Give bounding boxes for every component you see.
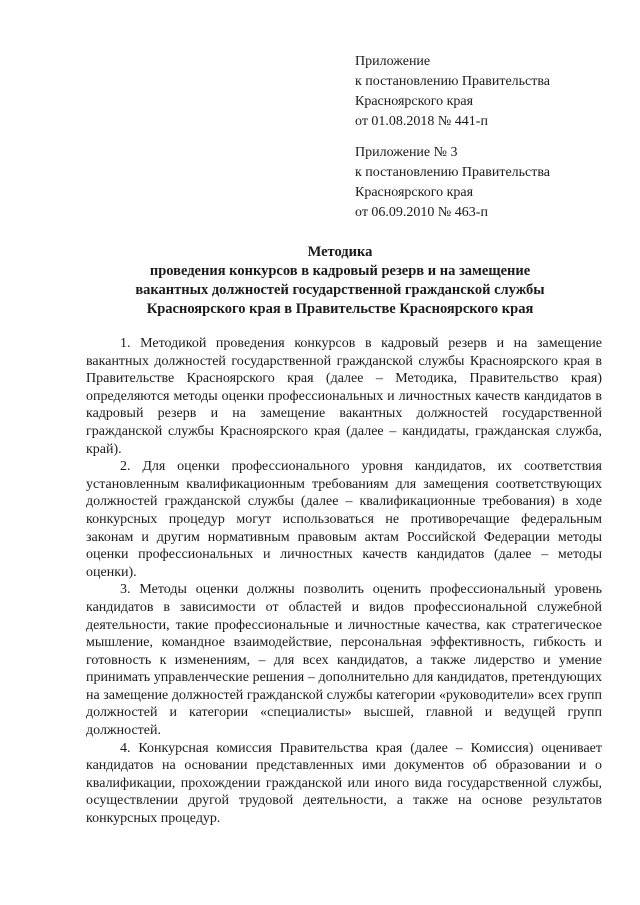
paragraph-3: 3. Методы оценки должны позволить оценить профессиональный уровень кандидатов в зависимости от областей и видов профессиональной служебной деятельности, такие профессиональные и личностные качества, как стратегическое мышление, командное взаимодействие, персональная эффективность, гибкость и готовность к изменениям, – для всех кандидатов, а также лидерство и умение принимать управленческие решения – дополнительно для кандидатов, претендующих на замещение должностей гражданской службы категории «руководители» всех групп должностей и категории «специалисты» высшей, главной и ведущей групп должностей.	[86, 582, 602, 739]
annex-line: Приложение	[355, 54, 431, 69]
title-line: вакантных должностей государственной гражданской службы	[135, 282, 545, 298]
paragraph-4: 4. Конкурсная комиссия Правительства края (далее – Комиссия) оценивает кандидатов на основании представленных ими документов об образовании и о квалификации, прохождении гражданской или иного вида государственной службы, осуществлении другой трудовой деятельности, а также на основе результатов конкурсных процедур.	[86, 740, 602, 827]
annex-line: к постановлению Правительства	[355, 74, 551, 89]
title-line: Методика	[307, 244, 373, 260]
paragraph-1: 1. Методикой проведения конкурсов в кадровый резерв и на замещение вакантных должностей государственной гражданской службы Красноярского края в Правительстве Красноярского края (далее – Методика, Правительство края) определяются методы оценки профессиональных и личностных качеств кандидатов в кадровый резерв и на замещение вакантных должностей государственной гражданской службы Красноярского края (далее – кандидаты, гражданская служба, край).	[86, 336, 602, 457]
annex-line: Приложение № 3	[355, 145, 458, 160]
annex-line: Красноярского края	[355, 185, 474, 200]
document-title	[0, 243, 640, 319]
title-line: Красноярского края в Правительстве Красноярского края	[146, 301, 534, 317]
title-line: проведения конкурсов в кадровый резерв и на замещение	[149, 263, 531, 279]
paragraph-2: 2. Для оценки профессионального уровня кандидатов, их соответствия установленным квалификационным требованиям для замещения соответствующих должностей гражданской службы (далее – квалификационные требования) в ходе конкурсных процедур могут использоваться не противоречащие федеральным законам и другим нормативным правовым актам Российской Федерации методы оценки профессиональных и личностных качеств кандидатов (далее – методы оценки).	[86, 459, 602, 580]
annex-line: от 01.08.2018 № 441-п	[355, 114, 488, 129]
annex-line: от 06.09.2010 № 463-п	[355, 205, 488, 220]
document-body	[86, 335, 602, 828]
annex-block-original	[355, 143, 625, 223]
annex-block-current	[355, 52, 625, 132]
annex-line: к постановлению Правительства	[355, 165, 551, 180]
annex-line: Красноярского края	[355, 94, 474, 109]
